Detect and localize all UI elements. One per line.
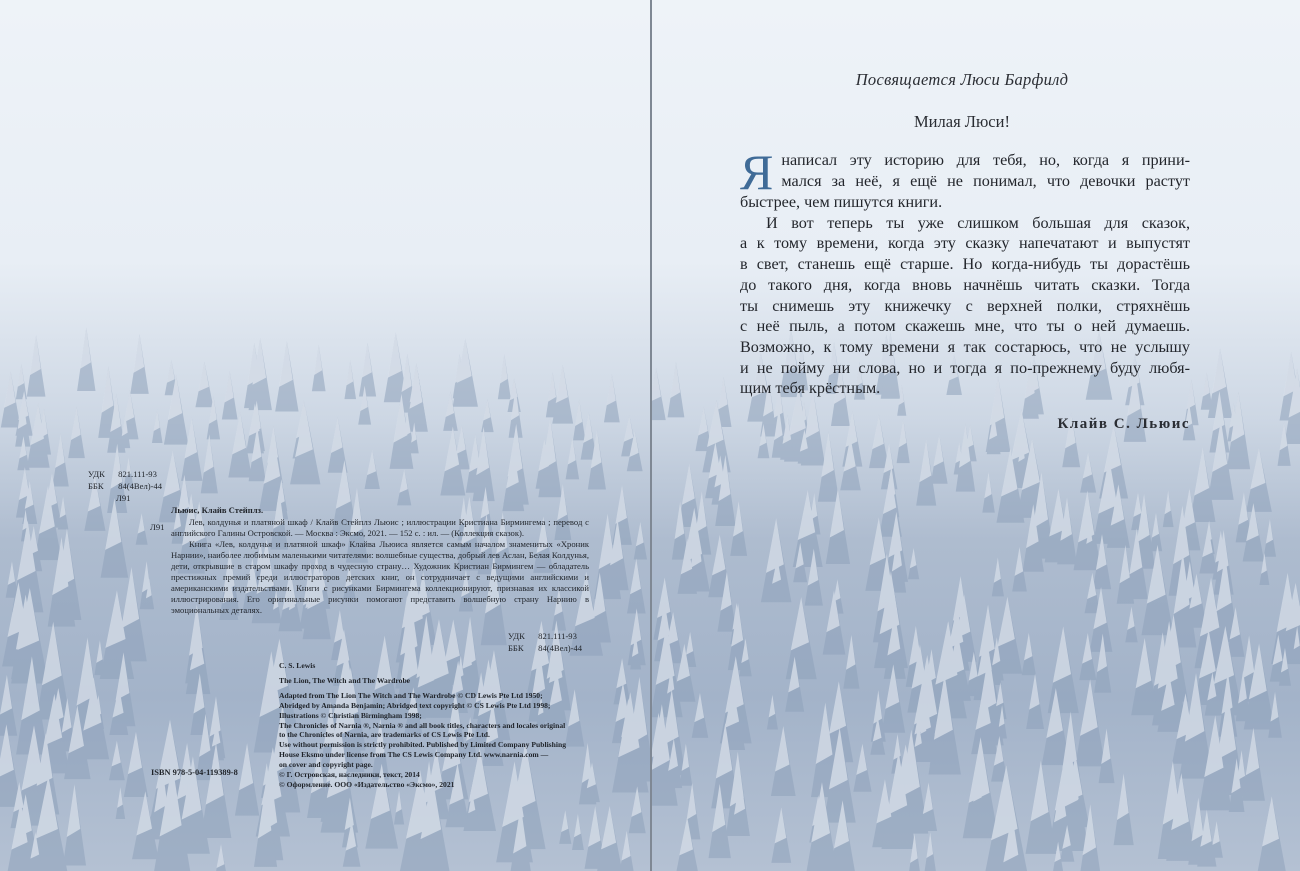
credit-line: © Г. Островская, наследники, текст, 2014 [279,770,420,780]
letter-line: Возможно, к тому времени я так состарюсь, что не услышу [740,337,1190,356]
credit-line: Illustrations © Christian Birmingham 1998; [279,710,422,720]
bbk-label: ББК [88,481,104,491]
isbn: ISBN 978-5-04-119389-8 [151,768,238,777]
dedication-title: Посвящается Люси Барфилд [855,70,1069,89]
letter-line: написал эту историю для тебя, но, когда я прини- [781,151,1190,169]
bbk-label: ББК [508,643,524,653]
letter-line: в свет, станешь ещё старше. Но когда-нибудь ты дорастёшь [740,255,1190,274]
letter-line: и не пойму ни слова, но и тогда я по-прежнему буду любя- [740,358,1190,377]
bbk-bottom [508,643,582,654]
letter-line: И вот теперь ты уже слишком большая для сказок, [766,213,1190,232]
credit-line: © Оформление. ООО «Издательство «Эксмо», 2021 [279,779,455,789]
credit-line: The Lion, The Witch and The Wardrobe [279,675,411,685]
author-signature: Клайв С. Льюис [1057,416,1190,432]
author-code-side: Л91 [150,522,165,532]
letter-line: мался за неё, я ещё не понимал, что девочки растут [781,171,1190,190]
letter-line: щим тебя крёстным. [740,379,881,398]
author-code-top: Л91 [116,493,131,503]
udc-value: 821.111-93 [118,469,157,479]
udc-bottom [508,631,577,642]
letter-line: ты снимешь эту книжечку с верхней полки, стряхнёшь [740,296,1190,315]
credit-line: The Chronicles of Narnia ®, Narnia ® and all book titles, characters and locales original [279,720,566,730]
letter-line: с неё пыль, а потом скажешь мне, что ты о ней думаешь. [740,317,1190,336]
udc-label: УДК [508,631,525,641]
copyright-credits [279,661,591,790]
letter-greeting: Милая Люси! [914,112,1010,131]
bbk-top [88,481,162,492]
credit-line: Abridged by Amanda Benjamin; Abridged text copyright © CS Lewis Pte Ltd 1998; [279,700,551,710]
credit-line: House Eksmo under license from The CS Lewis Company Ltd. www.narnia.com — [279,750,549,760]
bibliographic-block [171,517,589,616]
bibliographic-record: Лев, колдунья и платяной шкаф / Клайв Стейплз Льюис ; иллюстрации Кристиана Бирмингема ; перевод с английского Галины Островской. — Москва : Эксмо, 2021. — 152 с. : ил. — (Коллекция сказок). [171,517,589,538]
credit-line: Adapted from The Lion The Witch and The Wardrobe © CD Lewis Pte Ltd 1950; [279,690,543,700]
credit-line: C. S. Lewis [279,661,316,670]
credit-line: Use without permission is strictly prohibited. Published by Limited Company Publishing [279,740,566,750]
udc-value: 821.111-93 [538,631,577,641]
letter-line: быстрее, чем пишутся книги. [740,193,943,211]
udc-label: УДК [88,469,105,479]
bbk-value: 84(4Вел)-44 [118,481,163,491]
letter-body [740,144,1190,399]
drop-cap: Я [740,144,774,200]
credit-line: on cover and copyright page. [279,760,373,770]
letter-line: а к тому времени, когда эту сказку напечатают и выпустят [740,234,1190,253]
author-heading: Льюис, Клайв Стейплз. [171,505,264,515]
letter-line: до такого дня, когда вновь начнёшь читать сказки. Тогда [740,275,1190,294]
bbk-value: 84(4Вел)-44 [538,643,583,653]
book-annotation: Книга «Лев, колдунья и платяной шкаф» Клайва Льюиса является самым началом знаменитых «Хроник Нарнии», наиболее любимым маленькими читателями: волшебные существа, добрый лев Аслан, Белая Колдунья, дети, открывшие в старом шкафу проход в чудесную страну… Художник Кристиан Бирмингем — обладатель престижных премий среди иллюстраторов детских книг, он сотрудничает с ведущими английскими и американскими издательствами. Книги с рисунками Бирмингема коллекционируют, признавая их классикой иллюстрирования. Его оригинальные рисунки помогают представить волшебную страну Нарнию в эмоциональных деталях. [171,539,589,615]
credit-line: to the Chronicles of Narnia, are trademarks of CS Lewis Pte Ltd. [279,730,490,740]
udc-top [88,469,157,480]
right-page-dedication [652,0,1300,871]
